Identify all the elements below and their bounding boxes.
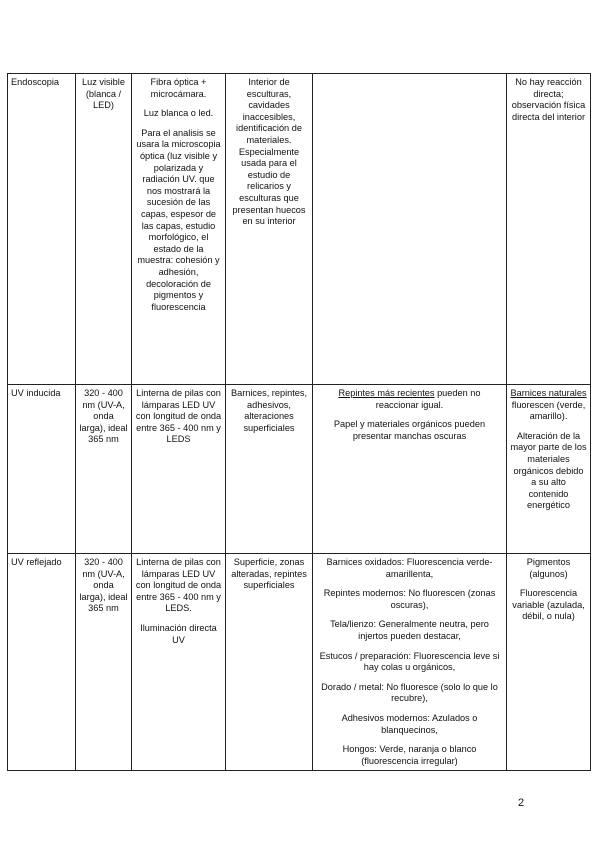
equipment-cell [132,554,226,771]
light-cell: Luz visible (blanca / LED) [76,74,132,385]
equipment-cell [132,74,226,385]
application-cell: Superficie, zonas alteradas, repintes superficiales [226,554,313,771]
technique-cell: Endoscopia [8,74,76,385]
light-cell: 320 - 400 nm (UV-A, onda larga), ideal 365 nm [76,554,132,771]
technique-cell: UV inducida [8,385,76,554]
observations-cell [313,74,507,385]
table-row-uv-inducida [8,385,591,554]
observations-text: Barnices oxidados: Fluorescencia verde-amarillenta, [326,557,493,579]
limitations-cell [507,74,591,385]
equipment-text: Para el analisis se usara la microscopia óptica (luz visible y polarizada y radiación UV. que nos mostrará la sucesión de las capas, espesor de las capas, estudio morfológico, el estado de la muestra: cohesión y adhesión, decoloración de pigmentos y fluorescencia [136,127,221,312]
observations-cell [313,554,507,771]
equipment-cell [132,385,226,554]
observations-text: Dorado / metal: No fluoresce (solo lo que lo recubre), [321,681,498,704]
limitations-rest: fluorescen (verde, amarillo). [511,399,586,422]
limitations-text [510,388,587,423]
application-cell: Interior de esculturas, cavidades inaccesibles, identificación de materiales. Especialmente usada para el estudio de relicarios y esculturas que presentan huecos en su interior [226,74,313,385]
limitations-text: Pigmentos (algunos) [526,557,571,579]
underlined-term: Repintes más recientes [338,388,435,398]
equipment-text: Linterna de pilas con lámparas LED UV con longitud de onda entre 365 - 400 nm y LEDS. [135,557,222,614]
application-cell: Barnices, repintes, adhesivos, alteraciones superficiales [226,385,313,554]
observations-text [316,388,503,411]
observations-text: Estucos / preparación: Fluorescencia leve si hay colas u orgánicos, [319,650,500,673]
observations-text: Hongos: Verde, naranja o blanco (fluorescencia irregular) [342,744,477,766]
techniques-table [7,73,591,771]
observations-rest: pueden no reaccionar igual. [375,388,481,410]
limitations-text: Alteración de la mayor parte de los materiales orgánicos debido a su alto contenido energético [510,430,587,511]
limitations-text: No hay reacción directa; observación física directa del interior [511,77,586,122]
underlined-term: Barnices naturales [510,388,587,398]
limitations-text: Fluorescencia variable (azulada, débil, o nula) [512,588,585,622]
equipment-text: Iluminación directa UV [140,622,217,645]
observations-text: Repintes modernos: No fluorescen (zonas oscuras), [323,588,496,610]
observations-text: Tela/lienzo: Generalmente neutra, pero injertos pueden destacar, [330,619,489,641]
observations-text: Adhesivos modernos: Azulados o blanquecinos, [341,712,478,735]
observations-text: Papel y materiales orgánicos pueden presentar manchas oscuras [333,419,486,441]
equipment-text: Luz blanca o led. [143,108,214,119]
table-row-uv-reflejado [8,554,591,771]
limitations-cell [507,385,591,554]
equipment-text: Fibra óptica + microcámara. [150,77,207,99]
table-row-endoscopia [8,74,591,385]
light-cell: 320 - 400 nm (UV-A, onda larga), ideal 365 nm [76,385,132,554]
technique-cell: UV reflejado [8,554,76,771]
observations-cell [313,385,507,554]
page-number: 2 [518,797,525,809]
equipment-text: Linterna de pilas con lámparas LED UV con longitud de onda entre 365 - 400 nm y LEDS [135,388,222,445]
limitations-cell [507,554,591,771]
